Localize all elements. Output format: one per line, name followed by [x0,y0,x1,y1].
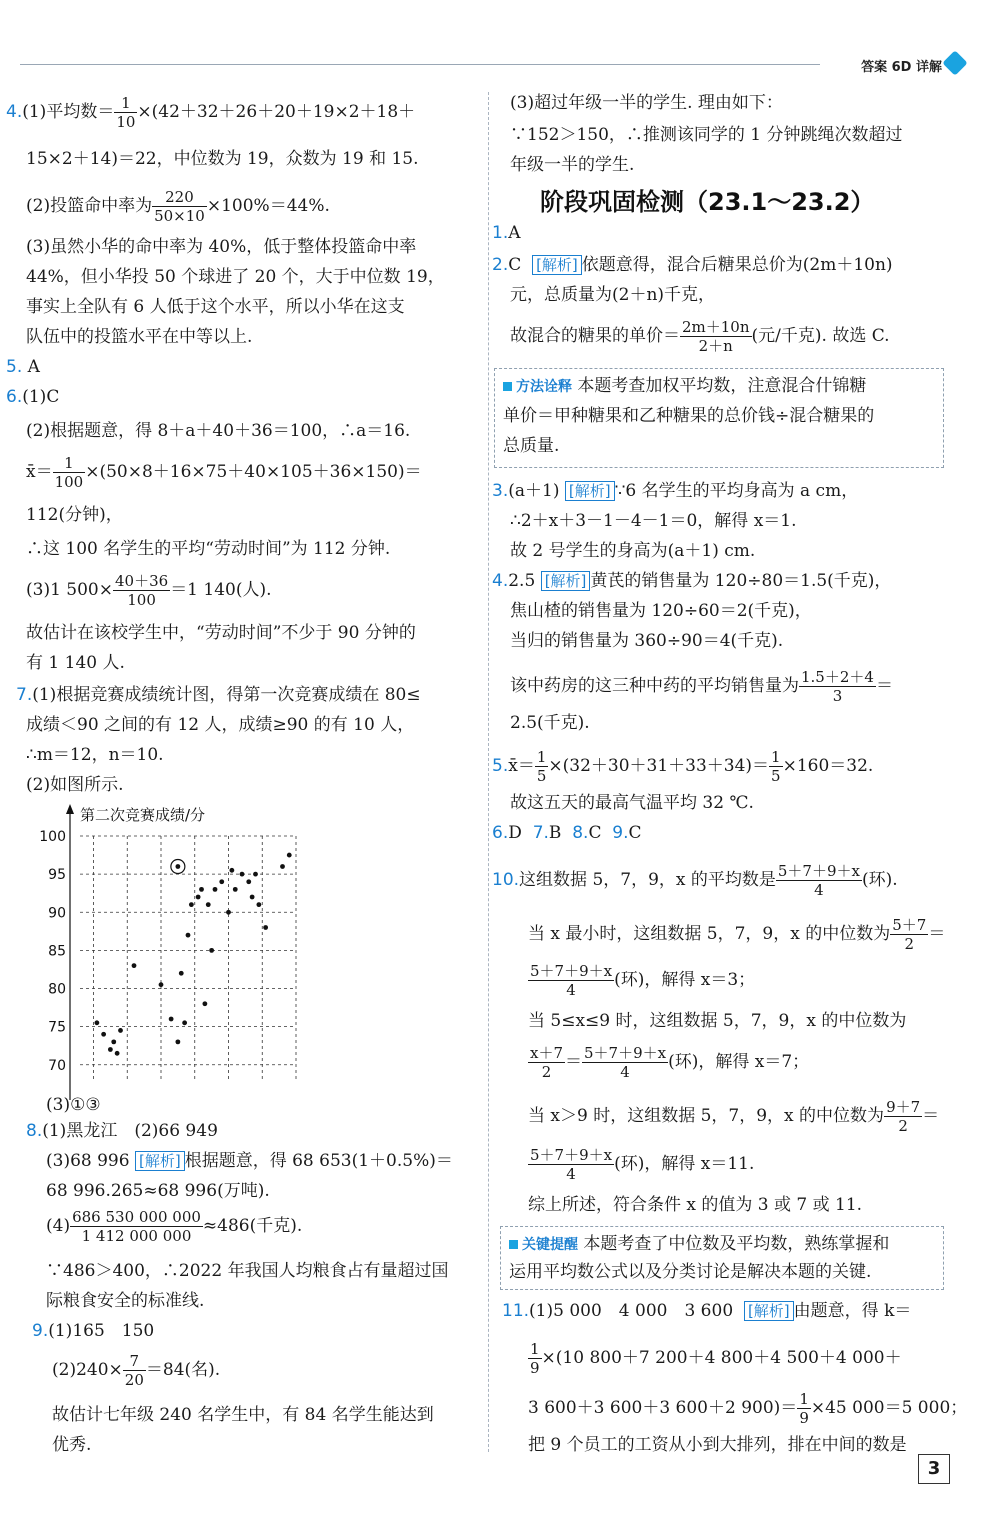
r10-line1: 10.这组数据 5，7，9，x 的平均数是 $\frac{5+7+9+x}{4}$ (环). [492,862,898,899]
data-point [189,902,194,907]
r2-line1: 2.C [解析] 依题意得，混合后糖果总价为(2m＋10n) [492,255,893,275]
data-point [186,933,191,938]
r11-line2: $\frac{1}{9}$ ×(10 800＋7 200＋4 800＋4 500＋4 000＋ [530,1340,902,1377]
data-point [226,910,231,915]
q9-part1: 9.(1)165 150 [32,1321,155,1341]
data-point [287,853,292,858]
q8-part3: (3)68 996 [解析] 根据题意，得 68 653(1＋0.5%)＝ [46,1151,453,1171]
q6-conclusion: ∴这 100 名学生的平均“劳动时间”为 112 分钟. [26,539,391,559]
r10-line3: $\frac{5+7+9+x}{4}$ (环)，解得 x＝3； [530,962,756,999]
data-point [240,872,245,877]
q4-line1 [6,94,415,131]
r3-line3: 故 2 号学生的身高为(a＋1) cm. [510,541,756,561]
data-point [132,963,137,968]
header-title: 答案 6D 详解 [861,60,942,75]
r6-to-r9: 6.D 7.B 8.C 9.C [492,823,642,843]
page-number: 3 [918,1454,950,1484]
data-point [111,1039,116,1044]
q4-part3-line1: (3)虽然小华的命中率为 40%，低于整体投篮命中率 [26,237,417,257]
data-point [182,1020,187,1025]
y-tick-label: 90 [48,905,66,922]
r10-line8: 综上所述，符合条件 x 的值为 3 或 7 或 11. [528,1195,863,1215]
q6-part1: 6.(1)C [6,387,60,407]
y-axis-label: 第二次竞赛成绩/分 [80,806,206,824]
q5: 5. A [6,357,40,377]
y-tick-label: 100 [39,829,66,845]
tip-key-reminder: 关键提醒 本题考查了中位数及平均数，熟练掌握和 运用平均数公式以及分类讨论是解决本题的关键. [500,1226,944,1290]
q4-part3-line3: 事实上全队有 6 人低于这个水平，所以小华在这支 [26,297,405,317]
r4-line4: 该中药房的这三种中药的平均销售量为 $\frac{1.5+2+4}{3}$ ＝ [510,668,893,705]
y-axis-arrow-icon [66,804,74,814]
prev-q3-line1: (3)超过年级一半的学生. 理由如下： [510,93,783,113]
q4-part3-line4: 队伍中的投篮水平在中等以上. [26,327,253,347]
data-point [199,887,204,892]
prev-q3-line2: ∵152＞150，∴推测该同学的 1 分钟跳绳次数超过 [510,125,903,145]
r11-line1: 11.(1)5 000 4 000 3 600 [解析] 由题意，得 k＝ [502,1301,912,1321]
data-point [233,887,238,892]
y-tick-label: 80 [48,981,66,998]
data-point [179,971,184,976]
q4-number: 4. [6,102,23,122]
r10-line5: $\frac{x+7}{2}$ ＝ $\frac{5+7+9+x}{4}$ (环)，解得 x＝7； [530,1044,810,1081]
r2-line2: 元，总质量为(2＋n)千克， [510,285,716,305]
q4-text: (1)平均数＝ [22,102,115,122]
header-line [20,64,820,65]
q6-part3-line3: 有 1 140 人. [26,653,125,673]
r11-line3: 3 600＋3 600＋3 600＋2 900)＝ $\frac{1}{9}$ ×45 000＝5 000； [528,1390,968,1427]
section-title: 阶段巩固检测（23.1～23.2） [540,188,875,216]
r11-line4: 把 9 个员工的工资从小到大排列，排在中间的数是 [528,1435,907,1455]
q8-part3-line2: 68 996.265≈68 996(万吨). [46,1181,270,1201]
q4-fraction: $\frac{1}{10}$ [116,94,136,131]
column-divider [488,92,489,1452]
q7-part1-line2: 成绩＜90 之间的有 12 人，成绩≥90 的有 10 人， [26,715,415,735]
data-point [118,1028,123,1033]
tip-bullet-icon [509,1240,518,1249]
tip-bullet-icon [503,382,512,391]
data-point [280,864,285,869]
r10-line7: $\frac{5+7+9+x}{4}$ (环)，解得 x＝11. [530,1146,755,1183]
data-point [94,1020,99,1025]
data-point [196,895,201,900]
r3-line2: ∴2＋x＋3－1－4－1＝0，解得 x＝1. [510,511,797,531]
data-point [213,887,218,892]
r4-line5: 2.5(千克). [510,713,590,733]
highlight-point [175,864,180,869]
data-point [246,879,251,884]
data-point [175,1039,180,1044]
data-point [219,879,224,884]
q9-part2: (2)240× $\frac{7}{20}$ ＝84(名). [52,1352,221,1389]
q4-line2: 15×2＋14)＝22，中位数为 19，众数为 19 和 15. [26,149,419,169]
data-point [229,868,234,873]
r3-line1: 3.(a＋1) [解析] ∵6 名学生的平均身高为 a cm， [492,481,859,501]
data-point [209,948,214,953]
q6-part3-line2: 故估计在该校学生中，“劳动时间”不少于 90 分钟的 [26,623,416,643]
q8-part4: (4) $\frac{686 530 000 000}{1 412 000 000}$ ≈486(千克). [46,1208,303,1245]
r10-line4: 当 5≤x≤9 时，这组数据 5，7，9，x 的中位数为 [528,1011,907,1031]
r5-line2: 故这五天的最高气温平均 32 ℃. [510,793,754,813]
q4-part3-line2: 44%，但小华投 50 个球进了 20 个，大于中位数 19， [26,267,445,287]
data-point [108,1047,113,1052]
tip-method: 方法诠释 本题考查加权平均数，注意混合什锦糖 单价＝甲种糖果和乙种糖果的总价钱÷混合糖果的 总质量. [494,368,944,468]
r5-line1: 5.x̄＝ $\frac{1}{5}$ ×(32＋30＋31＋33＋34)＝ $\frac{1}{5}$ ×160＝32. [492,748,874,785]
y-tick-label: 75 [48,1019,66,1036]
r10-line2: 当 x 最小时，这组数据 5，7，9，x 的中位数为 $\frac{5+7}{2}$ ＝ [528,916,946,953]
q4-part2: (2)投篮命中率为 $\frac{220}{50\times 10}$ ×100%＝44%. [26,188,330,225]
scatter-chart [36,800,486,1100]
data-point [263,925,268,930]
y-tick-label: 85 [48,943,66,960]
q8-part4-line2: ∵486＞400，∴2022 年我国人均粮食占有量超过国 [46,1261,449,1281]
q7-part1: 7.(1)根据竞赛成绩统计图，得第一次竞赛成绩在 80≤ [16,685,421,705]
q7-part1-line3: ∴m＝12，n＝10. [26,745,164,765]
q9-part2-line2: 故估计七年级 240 名学生中，有 84 名学生能达到 [52,1405,434,1425]
data-point [169,1017,174,1022]
data-point [256,902,261,907]
q9-part2-line3: 优秀. [52,1435,92,1455]
y-tick-label: 70 [48,1057,66,1074]
q6-result: 112(分钟)， [26,505,123,525]
r1: 1.A [492,223,521,243]
data-point [253,872,258,877]
q6-part3: (3)1 500× $\frac{40+36}{100}$ ＝1 140(人). [26,572,272,609]
r10-line6: 当 x＞9 时，这组数据 5，7，9，x 的中位数为 $\frac{9+7}{2}$ ＝ [528,1098,940,1135]
r2-line3: 故混合的糖果的单价＝ $\frac{2m+10n}{2+n}$ (元/千克). 故选 C. [510,318,890,355]
r4-line3: 当归的销售量为 360÷90＝4(千克). [510,631,784,651]
q8-part4-line3: 际粮食安全的标准线. [46,1291,205,1311]
logo-icon [942,50,967,75]
data-point [202,1001,207,1006]
data-point [250,895,255,900]
prev-q3-line3: 年级一半的学生. [510,155,635,175]
r4-line2: 焦山楂的销售量为 120÷60＝2(千克)， [510,601,812,621]
q7-part2: (2)如图所示. [26,775,124,795]
y-tick-label: 95 [48,867,66,884]
data-point [101,1032,106,1037]
q6-part2: (2)根据题意，得 8＋a＋40＋36＝100，∴a＝16. [26,421,411,441]
q7-part3: (3)①③ [46,1095,101,1115]
q6-mean-line: x̄＝ $\frac{1}{100}$ ×(50×8＋16×75＋40×105＋36×150)＝ [26,454,422,491]
data-point [115,1051,120,1056]
data-point [206,902,211,907]
q4-text-b: ×(42＋32＋26＋20＋19×2＋18＋ [137,102,416,122]
data-point [159,982,164,987]
q8-part1: 8.(1)黑龙江 (2)66 949 [26,1121,218,1141]
r4-line1: 4.2.5 [解析] 黄芪的销售量为 120÷80＝1.5(千克)， [492,571,892,591]
